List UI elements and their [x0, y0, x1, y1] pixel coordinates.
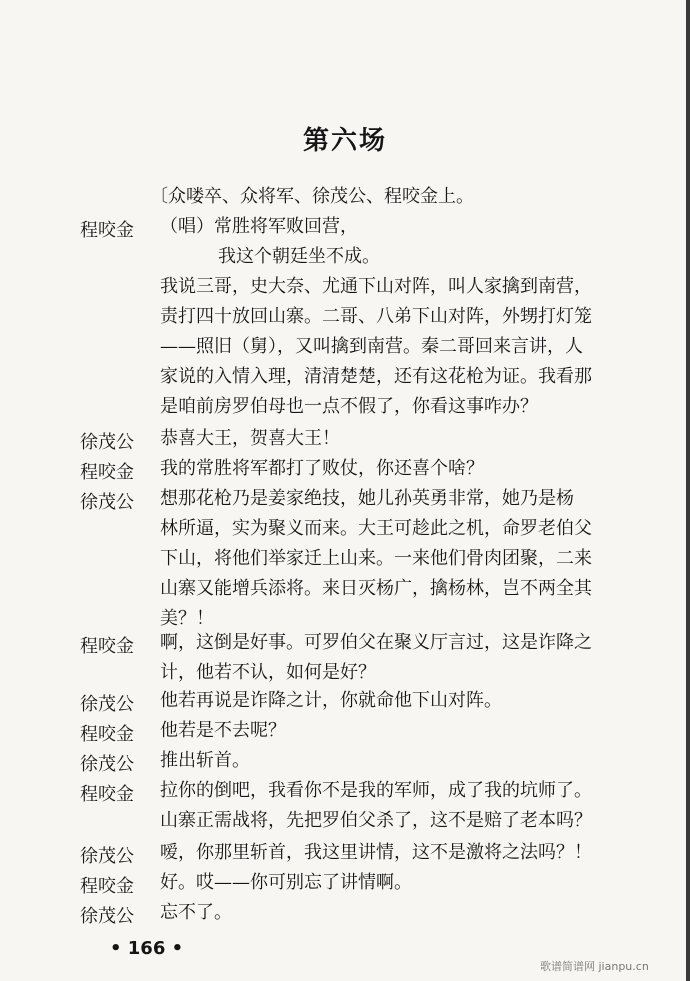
dialogue-line: 忘不了。 — [160, 902, 232, 923]
dialogue-line: （唱）常胜将军败回营， — [160, 216, 358, 237]
dialogue-line: 我的常胜将军都打了败仗，你还喜个啥？ — [160, 458, 484, 479]
dialogue-line: 林所逼，实为聚义而来。大王可趁此之机，命罗老伯父 — [160, 518, 592, 539]
speaker-name: 徐茂公 — [80, 694, 134, 715]
speaker-name: 程咬金 — [80, 876, 134, 897]
speaker-name: 徐茂公 — [80, 846, 134, 867]
scene-title: 第六场 — [302, 126, 387, 156]
speaker-name: 程咬金 — [80, 462, 134, 483]
dialogue-line: ——照旧（舅），又叫擒到南营。秦二哥回来言讲，人 — [160, 336, 583, 357]
dialogue-line: 美？！ — [160, 608, 214, 629]
dialogue-line: 山寨正需战将，先把罗伯父杀了，这不是赔了老本吗？ — [160, 810, 592, 831]
watermark-text: 歌谱简谱网 jianpu.cn — [540, 960, 649, 973]
speaker-name: 程咬金 — [80, 636, 134, 657]
dialogue-line: 他若是不去呢？ — [160, 720, 286, 741]
speaker-name: 徐茂公 — [80, 432, 134, 453]
speaker-name: 徐茂公 — [80, 754, 134, 775]
speaker-name: 程咬金 — [80, 724, 134, 745]
page-number: • 166 • — [110, 938, 184, 959]
dialogue-line: 我说三哥，史大奈、尤通下山对阵，叫人家擒到南营， — [160, 276, 592, 297]
dialogue-line: 家说的入情入理，清清楚楚，还有这花枪为证。我看那 — [160, 366, 592, 387]
dialogue-line: 是咱前房罗伯母也一点不假了，你看这事咋办？ — [160, 396, 538, 417]
dialogue-line: 啊，这倒是好事。可罗伯父在聚义厅言过，这是诈降之 — [160, 632, 592, 653]
dialogue-line: 好。哎——你可别忘了讲情啊。 — [160, 872, 412, 893]
speaker-name: 程咬金 — [80, 220, 134, 241]
dialogue-line: 恭喜大王，贺喜大王！ — [160, 428, 340, 449]
dialogue-line: 推出斩首。 — [160, 750, 250, 771]
page-edge-shadow — [686, 0, 690, 981]
speaker-name: 徐茂公 — [80, 492, 134, 513]
speaker-name: 徐茂公 — [80, 906, 134, 927]
stage-direction: 〔众喽卒、众将军、徐茂公、程咬金上。 — [150, 186, 474, 207]
dialogue-line: 我这个朝廷坐不成。 — [218, 246, 380, 267]
dialogue-line: 他若再说是诈降之计，你就命他下山对阵。 — [160, 690, 502, 711]
dialogue-line: 拉你的倒吧，我看你不是我的军师，成了我的坑师了。 — [160, 780, 592, 801]
dialogue-line: 嗳，你那里斩首，我这里讲情，这不是激将之法吗？！ — [160, 842, 592, 863]
dialogue-line: 山寨又能增兵添将。来日灭杨广，擒杨林，岂不两全其 — [160, 578, 592, 599]
dialogue-line: 责打四十放回山寨。二哥、八弟下山对阵，外甥打灯笼 — [160, 306, 592, 327]
dialogue-line: 计，他若不认，如何是好？ — [160, 662, 376, 683]
speaker-name: 程咬金 — [80, 784, 134, 805]
dialogue-line: 想那花枪乃是姜家绝技，她儿孙英勇非常，她乃是杨 — [160, 488, 574, 509]
dialogue-line: 下山，将他们举家迁上山来。一来他们骨肉团聚，二来 — [160, 548, 592, 569]
